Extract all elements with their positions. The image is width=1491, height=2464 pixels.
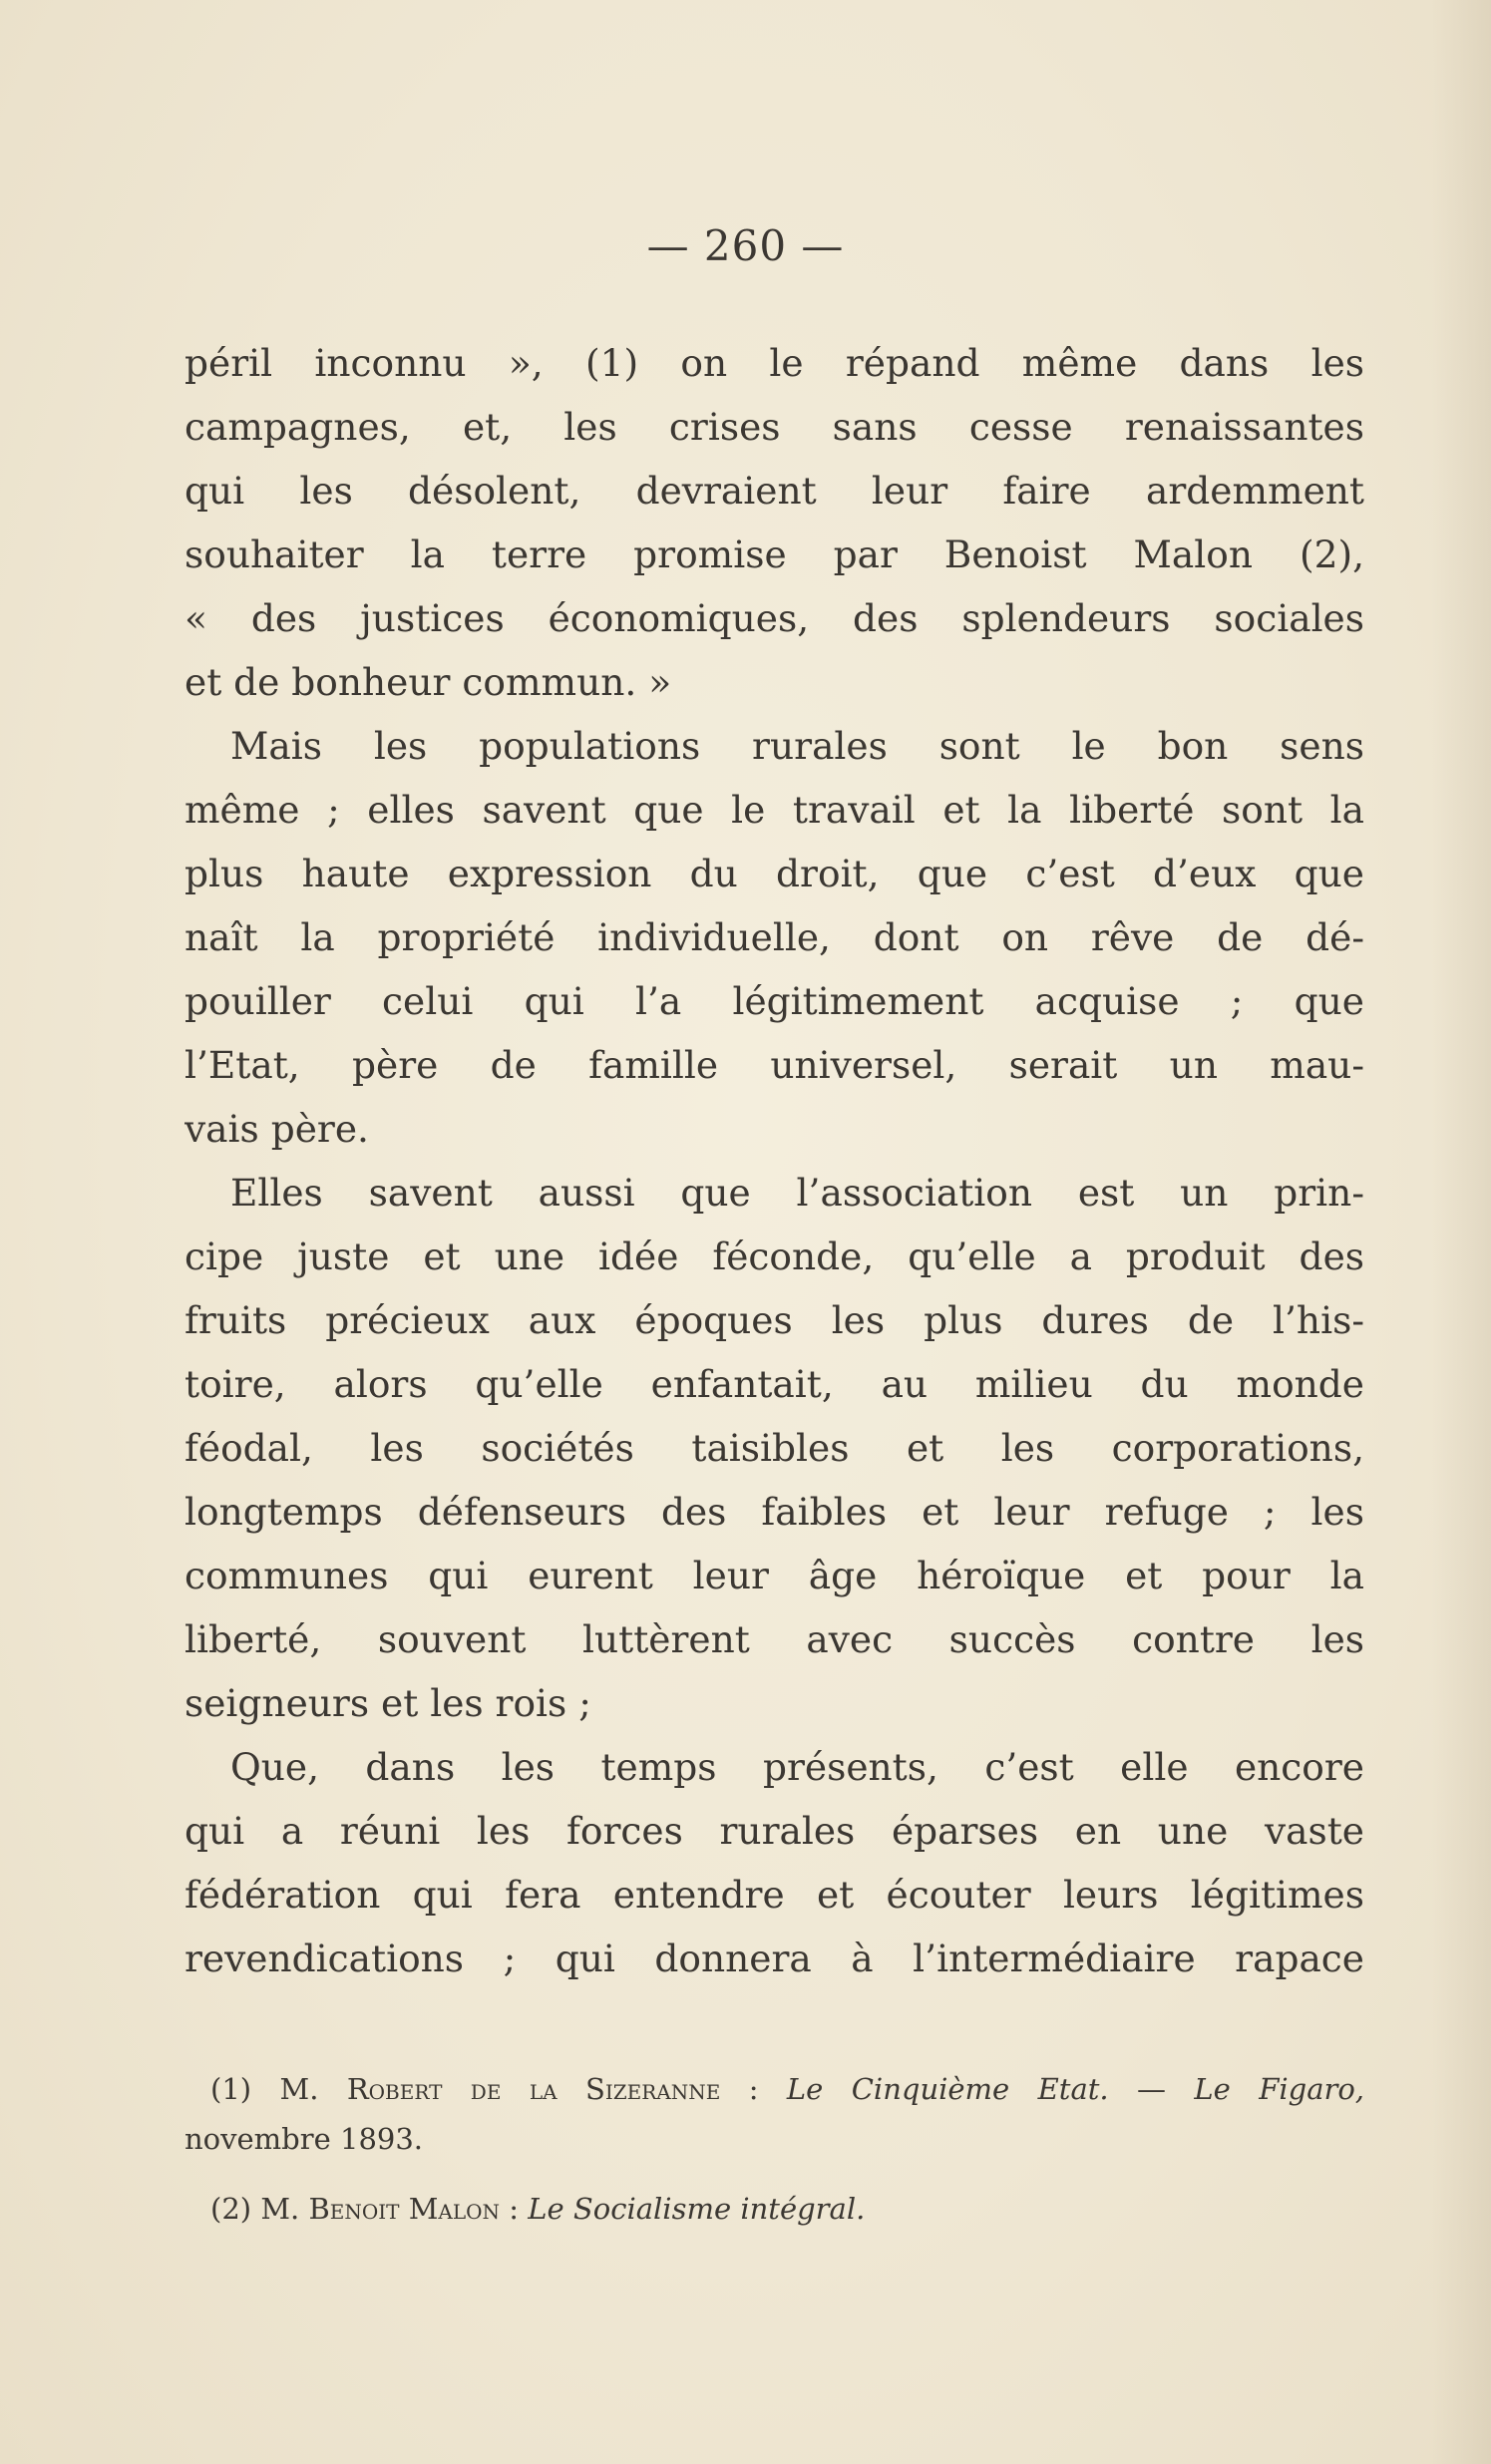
text-line: seigneurs et les rois ; (185, 1681, 591, 1725)
text-line: l’Etat, père de famille universel, serait un mau- (185, 1043, 1364, 1087)
footnote-2-marker: (2) (210, 2192, 252, 2226)
text-line: « des justices économiques, des splendeurs sociales (185, 596, 1364, 640)
text-line: Elles savent aussi que l’association est un prin- (230, 1171, 1364, 1215)
text-line: communes qui eurent leur âge héroïque et pour la (185, 1554, 1364, 1597)
text-line: longtemps défenseurs des faibles et leur refuge ; les (185, 1490, 1364, 1534)
text-line: fruits précieux aux époques les plus dures de l’his- (185, 1298, 1364, 1342)
text-line: campagnes, et, les crises sans cesse renaissantes (185, 405, 1364, 449)
text-line: pouiller celui qui l’a légitimement acquise ; que (185, 979, 1364, 1023)
text-line: féodal, les sociétés taisibles et les corporations, (185, 1426, 1364, 1470)
footnote-1-prefix: M. (279, 2072, 319, 2106)
footnote-1-author: Robert de la Sizeranne (346, 2072, 721, 2106)
footnote-2 (185, 2184, 1364, 2234)
text-line: même ; elles savent que le travail et la liberté sont la (185, 788, 1364, 832)
text-line: et de bonheur commun. » (185, 660, 672, 704)
text-line: cipe juste et une idée féconde, qu’elle a produit des (185, 1234, 1364, 1278)
text-line: plus haute expression du droit, que c’est d’eux que (185, 852, 1364, 895)
footnote-1-source: Le Figaro, (1194, 2072, 1364, 2106)
text-line: qui a réuni les forces rurales éparses en une vaste (185, 1809, 1364, 1853)
text-line: toire, alors qu’elle enfantait, au milieu du monde (185, 1362, 1364, 1406)
text-line: qui les désolent, devraient leur faire ardemment (185, 469, 1364, 513)
footnote-1-dash: — (1137, 2072, 1167, 2106)
text-line: liberté, souvent luttèrent avec succès contre les (185, 1617, 1364, 1661)
footnote-1-date: novembre 1893. (185, 2122, 424, 2156)
page-number: — 260 — (646, 221, 845, 270)
page-edge-shadow (1431, 0, 1491, 2464)
text-line: péril inconnu », (1) on le répand même dans les (185, 341, 1364, 385)
footnote-2-work: Le Socialisme intégral. (528, 2192, 866, 2226)
body-text (185, 331, 1364, 1990)
text-line: Que, dans les temps présents, c’est elle encore (230, 1745, 1364, 1789)
footnote-1-sep: : (748, 2072, 759, 2106)
text-line: souhaiter la terre promise par Benoist Malon (2), (185, 532, 1364, 576)
footnotes (185, 2064, 1364, 2234)
footnote-2-author: Benoit Malon (308, 2192, 501, 2226)
footnote-1-line-1 (185, 2064, 1364, 2114)
text-line: fédération qui fera entendre et écouter leurs légitimes (185, 1873, 1364, 1917)
footnote-2-sep: : (509, 2192, 520, 2226)
footnote-1-work: Le Cinquième Etat. (786, 2072, 1109, 2106)
text-line: Mais les populations rurales sont le bon sens (230, 724, 1364, 768)
text-line: naît la propriété individuelle, dont on rêve de dé- (185, 915, 1364, 959)
footnote-1-marker: (1) (210, 2072, 252, 2106)
text-line: vais père. (185, 1107, 369, 1151)
footnote-2-prefix: M. (260, 2192, 300, 2226)
footnote-1-line-2 (185, 2114, 1364, 2164)
text-line: revendications ; qui donnera à l’intermédiaire rapace (185, 1936, 1364, 1980)
